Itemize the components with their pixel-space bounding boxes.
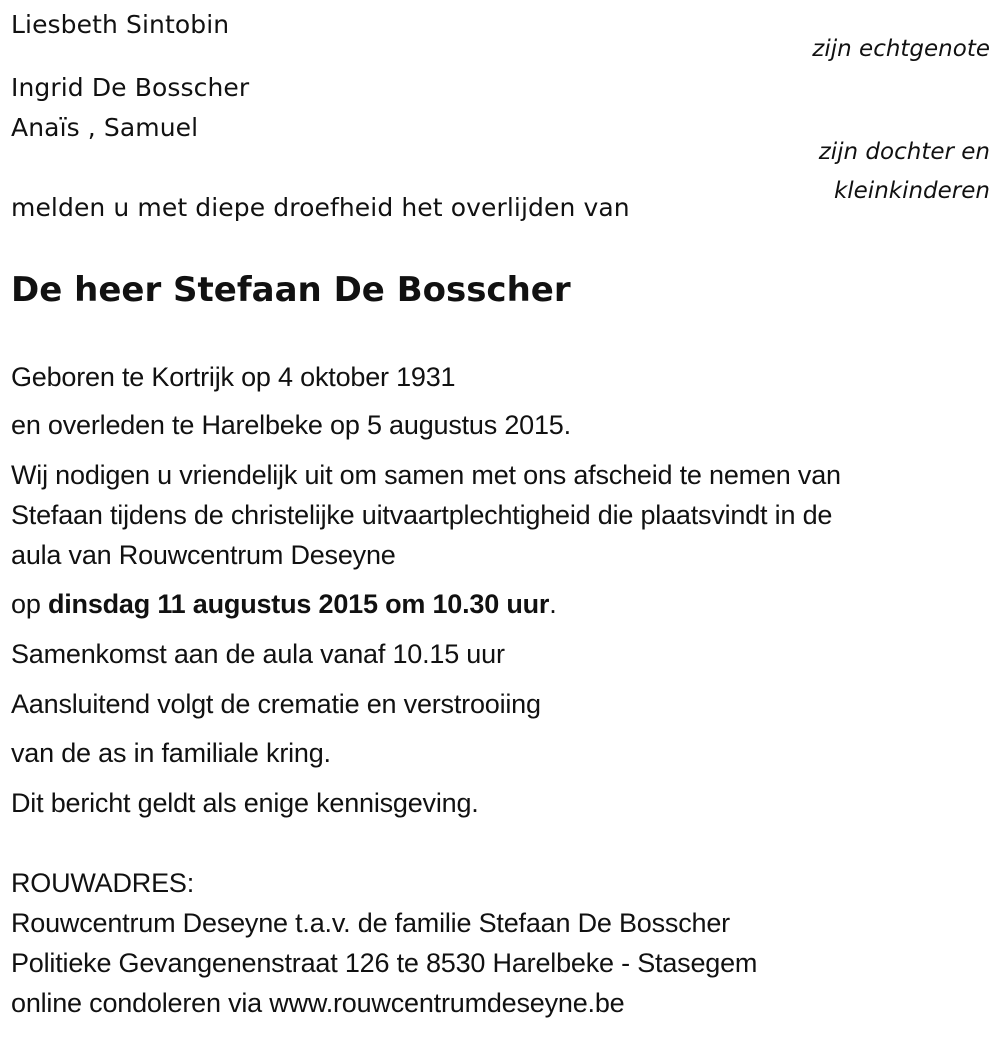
online-condolence-line xyxy=(11,988,624,1018)
children-role-line2: kleinkinderen xyxy=(833,178,990,204)
birth-line: Geboren te Kortrijk op 4 oktober 1931 xyxy=(11,362,456,392)
children-role-line1: zijn dochter en xyxy=(818,139,990,165)
ceremony-prefix: op xyxy=(11,589,48,619)
ceremony-line xyxy=(11,589,557,619)
cremation-line-1: Aansluitend volgt de crematie en verstrooiing xyxy=(11,689,541,719)
address-heading: ROUWADRES: xyxy=(11,868,195,898)
gathering-line: Samenkomst aan de aula vanaf 10.15 uur xyxy=(11,639,505,669)
spouse-name: Liesbeth Sintobin xyxy=(11,10,230,39)
cremation-line-2: van de as in familiale kring. xyxy=(11,738,331,768)
death-line: en overleden te Harelbeke op 5 augustus 2015. xyxy=(11,410,571,440)
online-prefix: online condoleren via xyxy=(11,988,270,1018)
ceremony-datetime: dinsdag 11 augustus 2015 om 10.30 uur xyxy=(47,589,550,619)
address-line-1: Rouwcentrum Deseyne t.a.v. de familie Stefaan De Bosscher xyxy=(11,908,730,938)
invitation-line-3: aula van Rouwcentrum Deseyne xyxy=(11,540,396,570)
child-name: Ingrid De Bosscher xyxy=(11,73,250,102)
website-link[interactable]: www.rouwcentrumdeseyne.be xyxy=(269,988,625,1018)
notice-line: Dit bericht geldt als enige kennisgeving. xyxy=(11,788,479,818)
deceased-title: De heer Stefaan De Bosscher xyxy=(11,270,571,310)
ceremony-suffix: . xyxy=(549,589,557,619)
invitation-line-2: Stefaan tijdens de christelijke uitvaartplechtigheid die plaatsvindt in de xyxy=(11,500,833,530)
address-line-2: Politieke Gevangenenstraat 126 te 8530 Harelbeke - Stasegem xyxy=(11,948,758,978)
announcement-text: melden u met diepe droefheid het overlijden van xyxy=(11,193,630,222)
invitation-line-1: Wij nodigen u vriendelijk uit om samen met ons afscheid te nemen van xyxy=(11,460,841,490)
spouse-role: zijn echtgenote xyxy=(812,36,990,62)
grandchildren-names: Anaïs , Samuel xyxy=(11,113,199,142)
